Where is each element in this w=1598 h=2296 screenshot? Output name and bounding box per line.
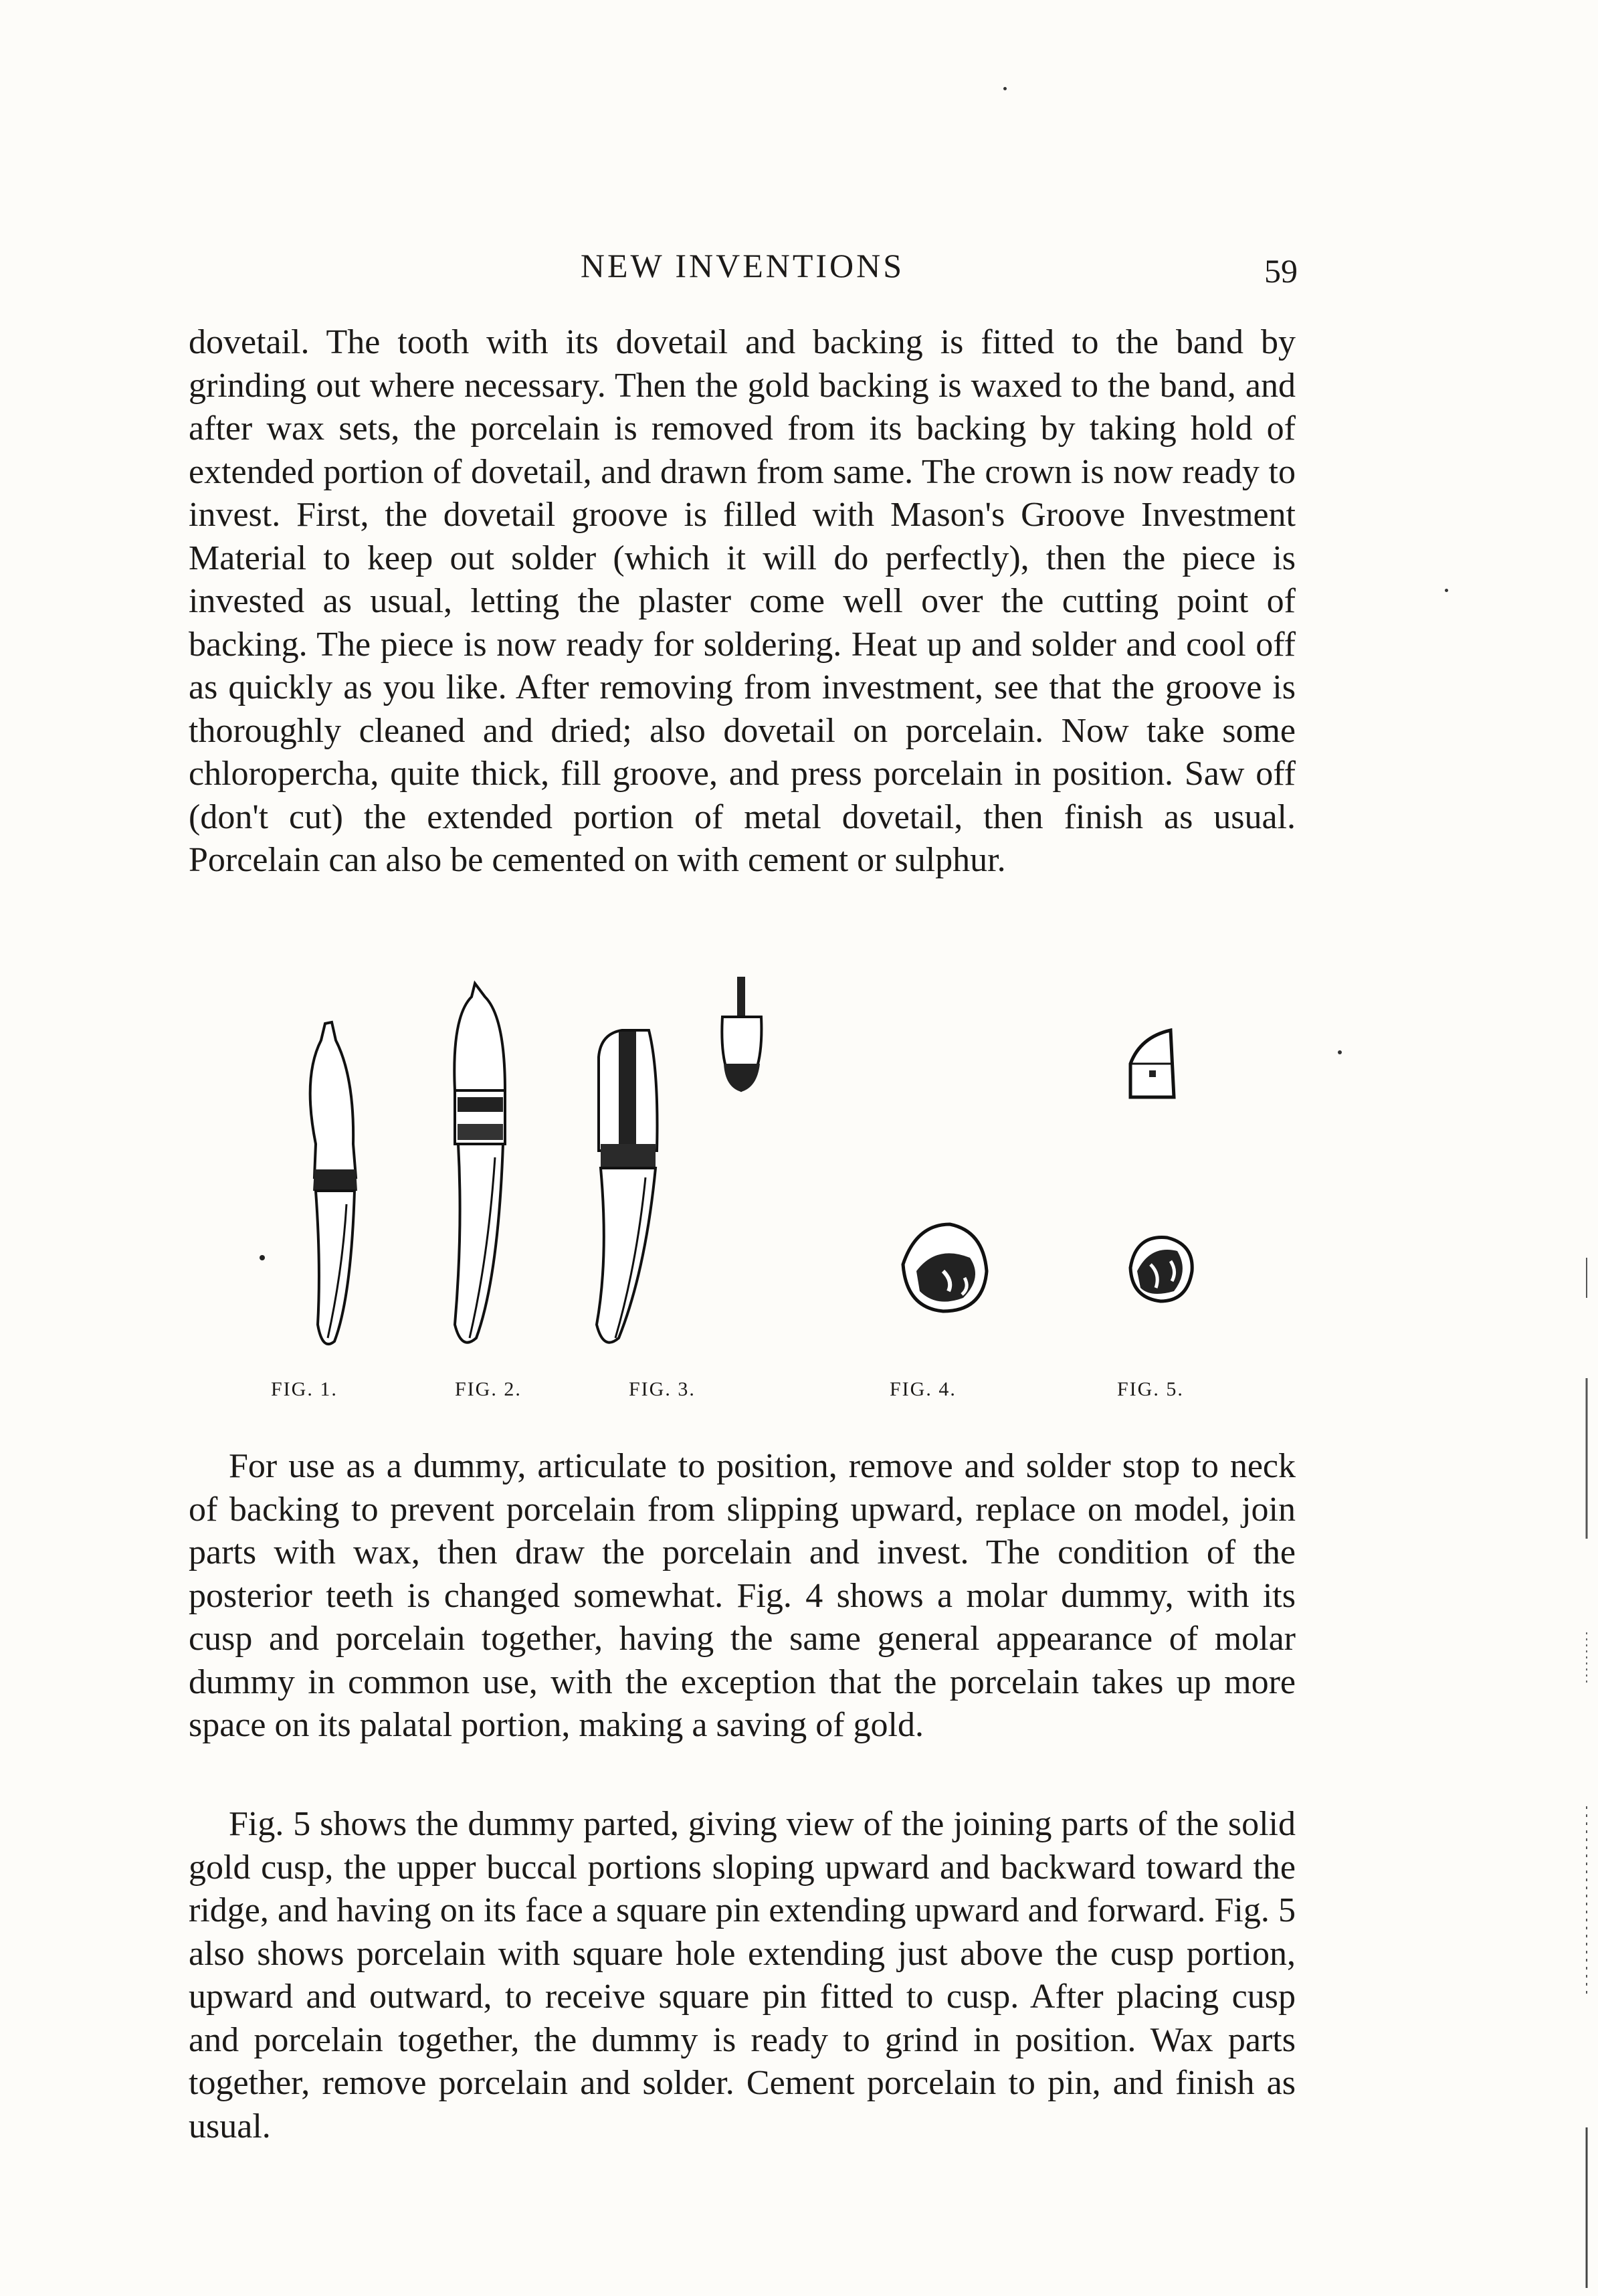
fig5-molar-icon xyxy=(1130,1030,1192,1301)
fig1-tooth-icon xyxy=(260,1022,357,1344)
paragraph-fig5: Fig. 5 shows the dummy parted, giving view of the joining parts of the solid gold cusp, the upper buccal portions sloping upward and backward toward the ridge, and having on its face a square pin extending upward and forward. Fig. 5 also shows porcelain with square hole extending just above the cusp portion, upward and outward, to receive square pin fitted to cusp. After placing cusp and porcelain together, the dummy is ready to grind in position. Wax parts together, remove porcelain and solder. Cement porcelain to pin, and finish as usual. xyxy=(189,1805,1296,2145)
fig2-label: FIG. 2. xyxy=(455,1378,522,1400)
paragraph-continuation: dovetail. The tooth with its dovetail and backing is fitted to the band by grinding out where necessary. Then the gold backing is waxed to the band, and after wax sets, the porcelain is removed from its backing by taking hold of extended portion of dovetail, and drawn from same. The crown is now ready to invest. First, the dovetail groove is filled with Mason's Groove Investment Material to keep out solder (which it will do perfectly), then the piece is invested as usual, letting the plaster come well over the cutting point of backing. The piece is now ready for soldering. Heat up and solder and cool off as quickly as you like. After removing from investment, see that the groove is thoroughly cleaned and dried; also dovetail on porcelain. Now take some chloropercha, quite thick, fill groove, and press porcelain in position. Saw off (don't cut) the extended portion of metal dovetail, then finish as usual. Porcelain can also be cemented on with cement or sulphur. xyxy=(189,323,1296,879)
fig3-label: FIG. 3. xyxy=(629,1378,696,1400)
running-title: NEW INVENTIONS xyxy=(580,247,905,284)
scan-speck xyxy=(1003,87,1007,90)
page-header xyxy=(187,241,1298,301)
scan-speck xyxy=(1338,1050,1342,1054)
fig4-label: FIG. 4. xyxy=(890,1378,957,1400)
fig5-label: FIG. 5. xyxy=(1117,1378,1184,1400)
paragraph-dummy: For use as a dummy, articulate to position, remove and solder stop to neck of backing to prevent porcelain from slipping upward, replace on model, join parts with wax, then draw the porcelain and invest. The condition of the posterior teeth is changed somewhat. Fig. 4 shows a molar dummy, with its cusp and porcelain together, having the same general appearance of molar dummy in common use, with the exception that the porcelain takes up more space on its palatal portion, making a saving of gold. xyxy=(189,1447,1296,1744)
figure-row xyxy=(187,977,1298,1418)
fig1-label: FIG. 1. xyxy=(271,1378,338,1400)
fig2-tooth-icon xyxy=(454,983,505,1343)
fig3-tooth-icon xyxy=(597,977,761,1343)
scan-speck xyxy=(1445,589,1448,592)
fig4-molar-icon xyxy=(903,1224,987,1311)
figure-illustrations xyxy=(187,977,1298,1378)
scan-edge-noise xyxy=(1584,1258,1589,2288)
page-number: 59 xyxy=(1264,252,1298,290)
